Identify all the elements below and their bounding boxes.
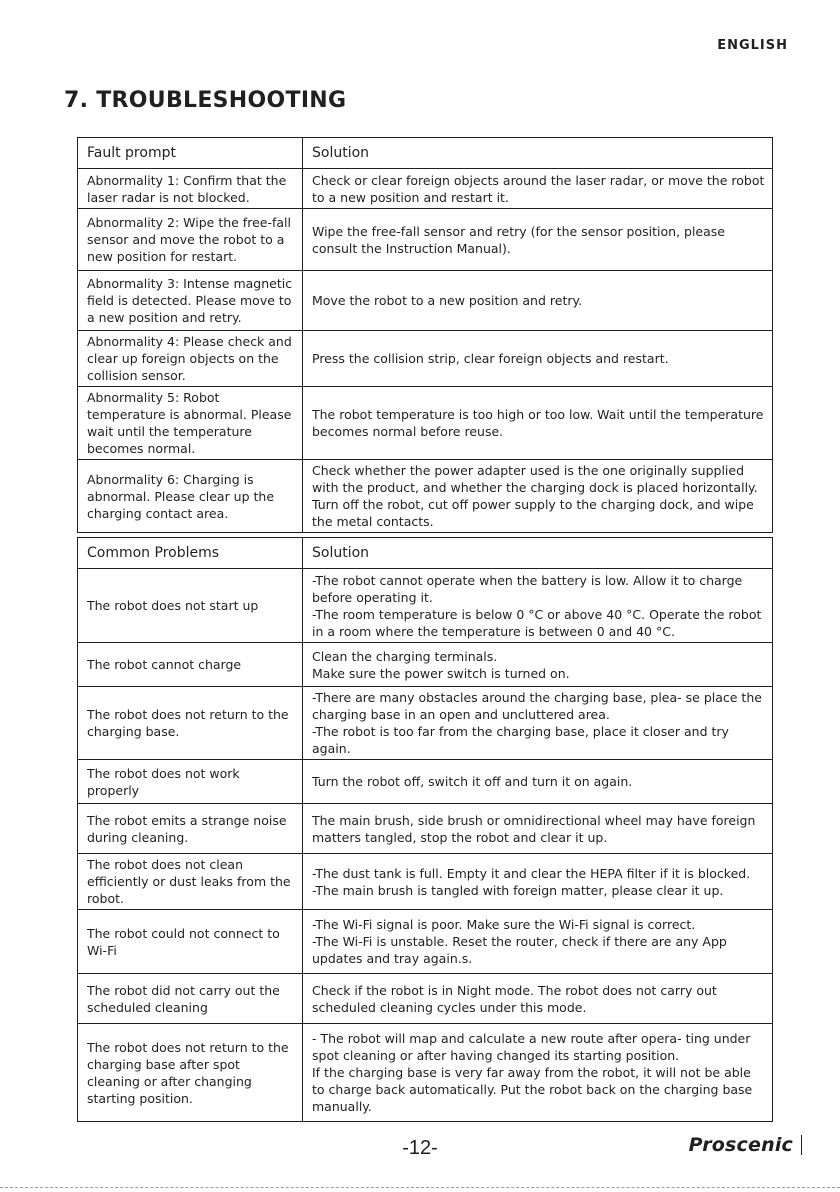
problem-cell: The robot could not connect to Wi-Fi	[78, 910, 303, 974]
fault-row	[78, 271, 773, 331]
fault-row	[78, 331, 773, 387]
solution-line: Move the robot to a new position and retry.	[312, 293, 583, 308]
solution-cell	[303, 643, 773, 687]
solution-cell	[303, 271, 773, 331]
solution-line: Make sure the power switch is turned on.	[312, 665, 570, 681]
solution-line: -The robot is too far from the charging base, place it closer and try again.	[312, 724, 729, 756]
problems-table-header	[78, 538, 773, 569]
solution-line: Check if the robot is in Night mode. The robot does not carry out scheduled cleaning cycles under this mode.	[312, 982, 717, 1015]
section-title: 7. TROUBLESHOOTING	[64, 88, 347, 113]
solution-cell	[303, 760, 773, 804]
solution-cell	[303, 974, 773, 1024]
fault-prompt-cell: Abnormality 5: Robot temperature is abnormal. Please wait until the temperature becomes normal.	[78, 387, 303, 460]
solution-line: -The room temperature is below 0 °C or above 40 °C. Operate the robot in a room where the temperature is between 0 and 40 °C.	[312, 606, 762, 639]
page-edge-divider	[0, 1187, 840, 1188]
solution-line: Check whether the power adapter used is the one originally supplied with the product, and whether the charging dock is placed horizontally. Turn off the robot, cut off power supply to the charging dock, and wipe the metal contacts.	[312, 463, 758, 529]
solution-line: Clean the charging terminals.	[312, 648, 498, 664]
problem-row	[78, 804, 773, 854]
solution-header: Solution	[303, 138, 773, 169]
problem-row	[78, 760, 773, 804]
solution-cell	[303, 854, 773, 910]
solution-cell	[303, 1024, 773, 1122]
problem-row	[78, 569, 773, 643]
fault-prompt-header: Fault prompt	[78, 138, 303, 169]
problem-row	[78, 854, 773, 910]
problem-row	[78, 1024, 773, 1122]
fault-prompt-cell: Abnormality 6: Charging is abnormal. Please clear up the charging contact area.	[78, 460, 303, 533]
fault-row	[78, 460, 773, 533]
fault-table	[77, 137, 773, 533]
solution-line: -The dust tank is full. Empty it and clear the HEPA filter if it is blocked.	[312, 865, 751, 881]
brand-name: Proscenic	[688, 1134, 793, 1156]
solution-line: Turn the robot off, switch it off and turn it on again.	[312, 774, 633, 789]
fault-row	[78, 387, 773, 460]
problem-cell: The robot does not return to the charging base.	[78, 687, 303, 760]
fault-row	[78, 169, 773, 209]
solution-line: Check or clear foreign objects around the laser radar, or move the robot to a new position and restart it.	[312, 172, 765, 205]
brand-divider	[801, 1135, 802, 1155]
problem-row	[78, 687, 773, 760]
problem-row	[78, 643, 773, 687]
solution-line: -The Wi-Fi signal is poor. Make sure the Wi-Fi signal is correct.	[312, 917, 696, 932]
problem-row	[78, 910, 773, 974]
problem-row	[78, 974, 773, 1024]
solution-cell	[303, 209, 773, 271]
common-problems-header: Common Problems	[78, 538, 303, 569]
fault-prompt-cell: Abnormality 2: Wipe the free-fall sensor and move the robot to a new position for restart.	[78, 209, 303, 271]
solution-line: -The main brush is tangled with foreign matter, please clear it up.	[312, 882, 724, 898]
problem-cell: The robot does not return to the charging base after spot cleaning or after changing starting position.	[78, 1024, 303, 1122]
solution-line: - The robot will map and calculate a new route after opera- ting under spot cleaning or after having changed its starting position.	[312, 1031, 751, 1063]
fault-prompt-cell: Abnormality 3: Intense magnetic field is detected. Please move to a new position and retry.	[78, 271, 303, 331]
page-number: -12-	[402, 1137, 438, 1159]
solution-line: The main brush, side brush or omnidirectional wheel may have foreign matters tangled, stop the robot and clear it up.	[312, 812, 756, 845]
fault-prompt-cell: Abnormality 4: Please check and clear up foreign objects on the collision sensor.	[78, 331, 303, 387]
fault-table-header	[78, 138, 773, 169]
solution-line: -There are many obstacles around the charging base, plea- se place the charging base in an open and uncluttered area.	[312, 690, 762, 722]
problem-cell: The robot does not start up	[78, 569, 303, 643]
problem-cell: The robot does not work properly	[78, 760, 303, 804]
solution-line: If the charging base is very far away from the robot, it will not be able to charge back automatically. Put the robot back on the charging base manually.	[312, 1065, 753, 1114]
solution-cell	[303, 387, 773, 460]
problem-cell: The robot did not carry out the scheduled cleaning	[78, 974, 303, 1024]
solution-cell	[303, 687, 773, 760]
problem-cell: The robot does not clean efficiently or dust leaks from the robot.	[78, 854, 303, 910]
solution-line: -The robot cannot operate when the battery is low. Allow it to charge before operating it.	[312, 572, 743, 605]
solution-line: Press the collision strip, clear foreign objects and restart.	[312, 351, 669, 366]
solution-header: Solution	[303, 538, 773, 569]
problem-cell: The robot cannot charge	[78, 643, 303, 687]
solution-cell	[303, 569, 773, 643]
solution-line: -The Wi-Fi is unstable. Reset the router, check if there are any App updates and tray again.s.	[312, 934, 727, 966]
fault-row	[78, 209, 773, 271]
solution-cell	[303, 460, 773, 533]
solution-cell	[303, 169, 773, 209]
fault-prompt-cell: Abnormality 1: Confirm that the laser radar is not blocked.	[78, 169, 303, 209]
problem-cell: The robot emits a strange noise during cleaning.	[78, 804, 303, 854]
solution-cell	[303, 910, 773, 974]
solution-line: Wipe the free-fall sensor and retry (for the sensor position, please consult the Instruction Manual).	[312, 223, 725, 256]
solution-line: The robot temperature is too high or too low. Wait until the temperature becomes normal before reuse.	[312, 407, 764, 439]
solution-cell	[303, 331, 773, 387]
brand-logo	[689, 1134, 802, 1156]
solution-cell	[303, 804, 773, 854]
common-problems-table	[77, 537, 773, 1122]
language-label: ENGLISH	[717, 38, 788, 53]
